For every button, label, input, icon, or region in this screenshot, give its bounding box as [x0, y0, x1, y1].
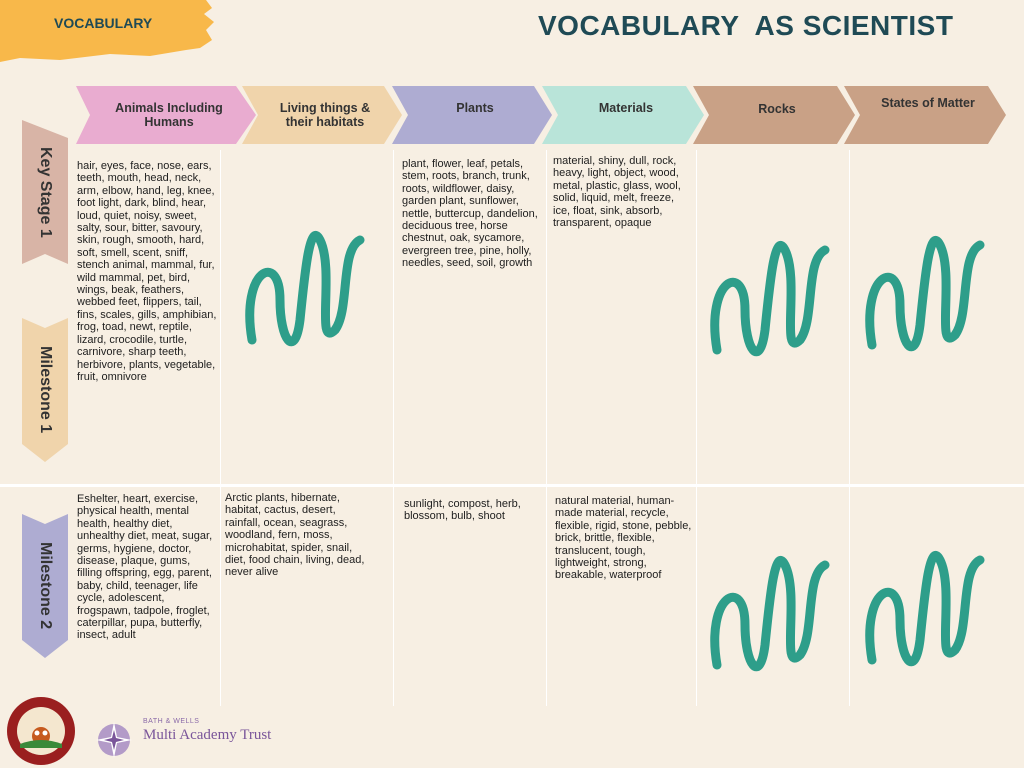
- cell-ks1-materials: material, shiny, dull, rock, heavy, light, object, wood, metal, plastic, glass, wool, solid, liquid, melt, freeze, ice, float, sink, absorb, transparent, opaque: [553, 155, 681, 230]
- brush-stroke-shape: [0, 0, 215, 64]
- squiggle-icon: [705, 210, 845, 390]
- column-header-materials: [542, 86, 704, 144]
- cell-m2-animals: Eshelter, heart, exercise, physical health, mental health, healthy diet, unhealthy diet, meat, sugar, germs, hygiene, doctor, disease, plaque, gums, filling offspring, egg, parent, baby, child, teenager, life cycle, adolescent, frogspawn, tadpole, froglet, caterpillar, pupa, butterfly, insect, adult: [77, 493, 213, 642]
- column-divider: [849, 150, 850, 706]
- squiggle-icon: [860, 520, 1000, 700]
- cell-m2-living-things: Arctic plants, hibernate, habitat, cactus, desert, rainfall, ocean, seagrass, woodland, fern, moss, microhabitat, spider, snail, diet, food chain, living, dead, never alive: [225, 492, 365, 579]
- row-divider: [0, 484, 1024, 487]
- side-label-milestone-2: [22, 514, 68, 658]
- column-divider: [696, 150, 697, 706]
- trust-name: Multi Academy Trust: [143, 727, 272, 743]
- column-header-rocks: [693, 86, 855, 144]
- cell-m2-plants: sunlight, compost, herb, blossom, bulb, shoot: [404, 498, 521, 523]
- cell-ks1-animals: hair, eyes, face, nose, ears, teeth, mouth, head, neck, arm, elbow, hand, leg, knee, foot light, dark, blind, hear, loud, quiet, noisy, sweet, salty, sour, bitter, savoury, skin, rough, smooth, hard, soft, smell, scent, sniff, stench animal, mammal, fur, wild mammal, pet, bird, wings, beak, feathers, webbed feet, flippers, tail, fins, scales, gills, amphibian, frog, toad, newt, reptile, lizard, crocodile, turtle, carnivore, sharp teeth, herbivore, plants, vegetable, fruit, omnivore: [77, 160, 217, 383]
- side-label-milestone-1: [22, 318, 68, 462]
- squiggle-icon: [705, 525, 845, 705]
- squiggle-icon: [240, 200, 380, 380]
- vocabulary-tag: [0, 0, 215, 64]
- trust-subtitle: BATH & WELLS: [143, 718, 200, 725]
- side-label-key-stage-1: [22, 120, 68, 264]
- column-label: Living things & their habitats: [279, 101, 371, 129]
- column-divider: [546, 150, 547, 706]
- column-divider: [393, 150, 394, 706]
- squiggle-icon: [860, 205, 1000, 385]
- column-label: Rocks: [758, 102, 796, 116]
- column-header-living-things: [242, 86, 402, 144]
- milestone1-label: Milestone 1: [37, 346, 54, 434]
- column-header-states-of-matter: [844, 86, 1006, 144]
- cell-ks1-plants: plant, flower, leaf, petals, stem, roots, branch, trunk, roots, wildflower, daisy, garden plant, sunflower, nettle, buttercup, dandelion, deciduous tree, horse chestnut, oak, sycamore, evergreen tree, pine, holly, needles, seed, soil, growth: [402, 158, 538, 270]
- school-logo: [6, 696, 76, 766]
- key-stage-label: Key Stage 1: [37, 146, 54, 238]
- tag-label: VOCABULARY: [54, 15, 153, 31]
- column-label: Materials: [598, 101, 654, 115]
- column-divider: [220, 150, 221, 706]
- column-label: States of Matter: [881, 96, 975, 110]
- column-header-plants: [392, 86, 552, 144]
- column-header-animals: [76, 86, 256, 144]
- column-label: Animals Including Humans: [115, 101, 223, 129]
- cell-m2-materials: natural material, human-made material, recycle, flexible, rigid, stone, pebble, brick, brittle, flexible, translucent, tough, lightweight, strong, breakable, waterproof: [555, 495, 692, 582]
- column-label: Plants: [456, 101, 494, 115]
- milestone2-label: Milestone 2: [37, 542, 54, 630]
- page-title: VOCABULARY AS SCIENTIST: [538, 10, 954, 41]
